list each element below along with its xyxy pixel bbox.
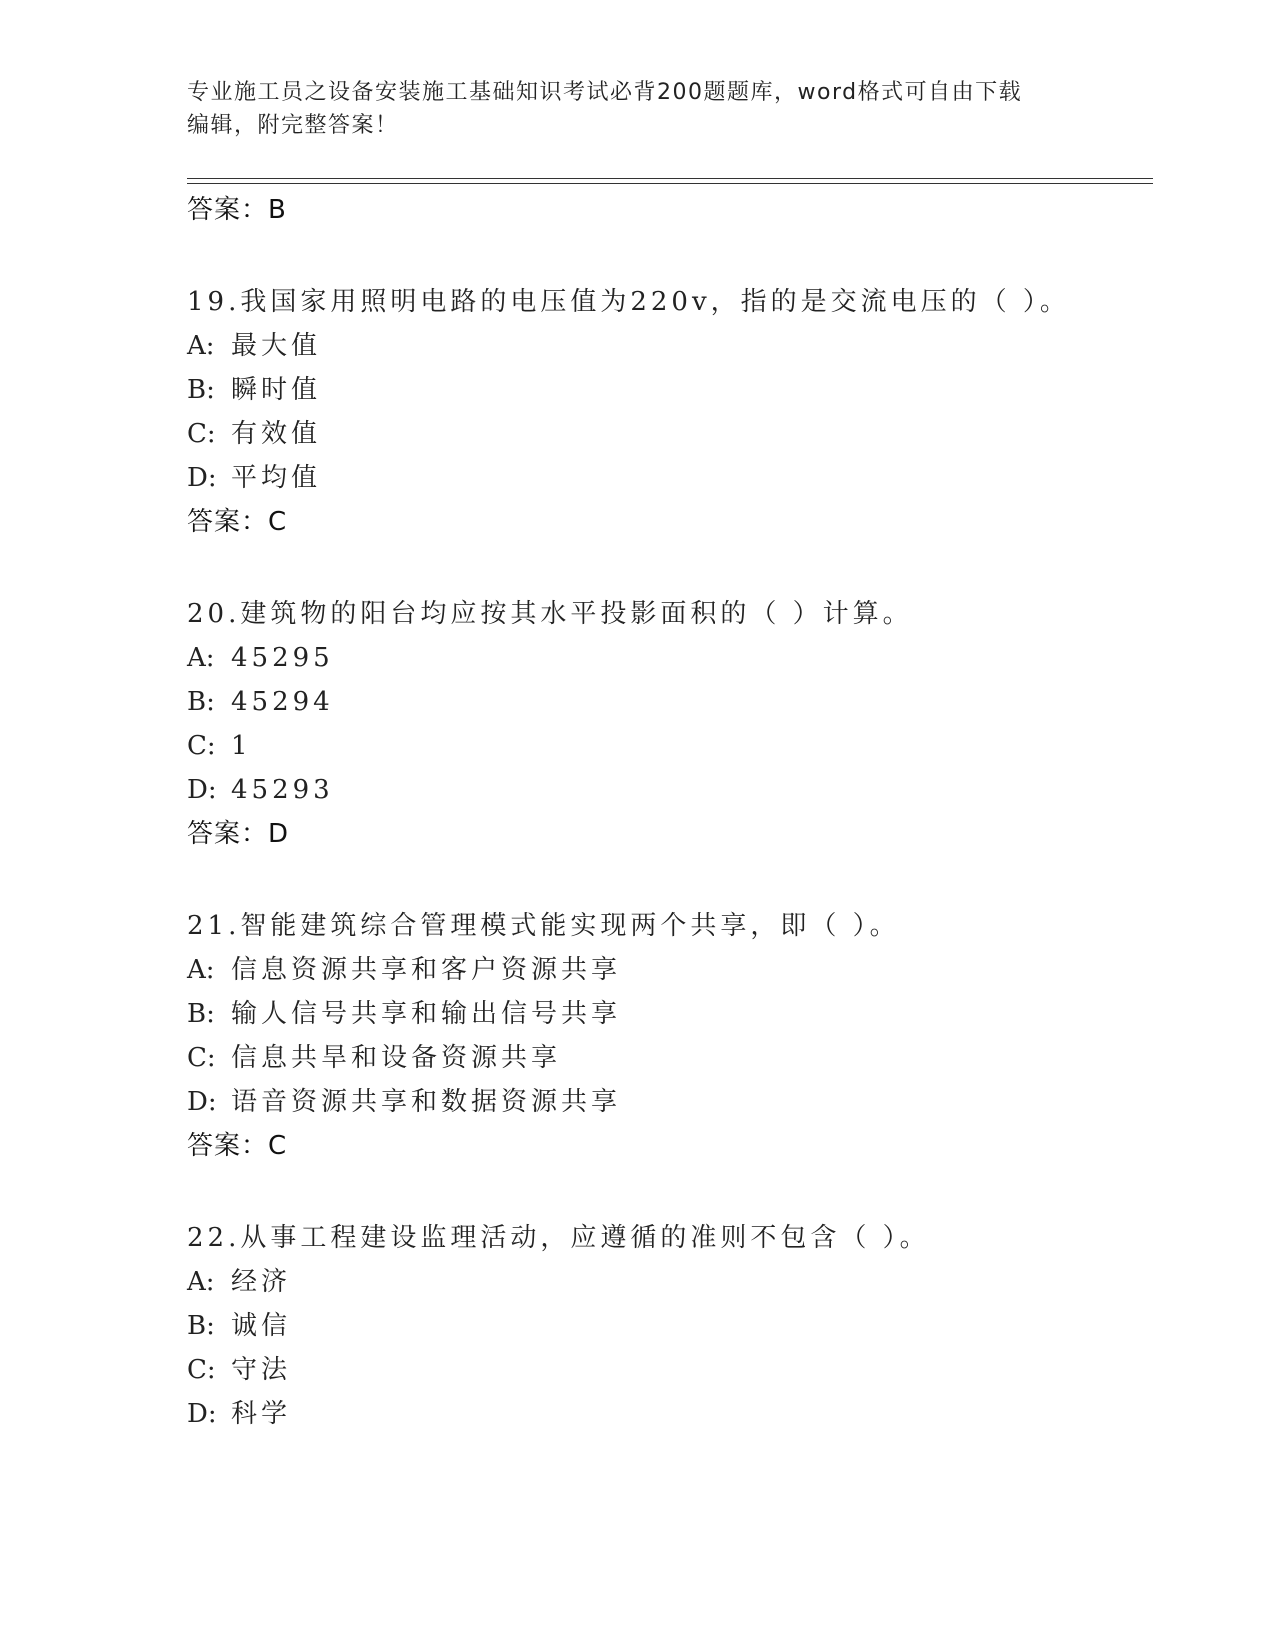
- answer-label: 答案：: [187, 819, 269, 849]
- option-19-b: [187, 374, 321, 406]
- answer-label: 答案：: [187, 195, 269, 225]
- question-20: 20.建筑物的阳台均应按其水平投影面积的（ ）计算。: [187, 599, 913, 629]
- option-20-c: [187, 730, 252, 762]
- document-header: [187, 76, 1087, 142]
- option-text: 信息资源共享和客户资源共享: [231, 955, 622, 985]
- option-22-d: [187, 1398, 291, 1430]
- option-19-c: [187, 418, 321, 450]
- option-text: 瞬时值: [231, 375, 322, 405]
- option-text: 信息共旱和设备资源共享: [231, 1043, 562, 1073]
- answer-value: C: [268, 1131, 288, 1161]
- option-label: B:: [187, 687, 215, 717]
- option-text: 最大值: [231, 331, 322, 361]
- answer-previous: [187, 194, 287, 226]
- option-text: 45295: [231, 643, 334, 673]
- option-label: B:: [187, 999, 215, 1029]
- option-label: A:: [187, 1267, 215, 1297]
- option-19-a: [187, 330, 321, 362]
- option-text: 输人信号共享和输出信号共享: [231, 999, 622, 1029]
- option-text: 诚信: [231, 1311, 292, 1341]
- option-22-a: [187, 1266, 291, 1298]
- answer-21: [187, 1130, 287, 1162]
- answer-19: [187, 506, 287, 538]
- option-22-b: [187, 1310, 291, 1342]
- option-text: 有效值: [231, 419, 322, 449]
- option-text: 45294: [231, 687, 334, 717]
- option-text: 1: [231, 731, 252, 761]
- option-21-c: [187, 1042, 561, 1074]
- option-label: D:: [187, 1087, 217, 1117]
- answer-label: 答案：: [187, 1131, 269, 1161]
- header-divider-bottom: [187, 183, 1153, 184]
- option-20-d: [187, 774, 334, 806]
- option-text: 科学: [231, 1399, 292, 1429]
- question-19: 19.我国家用照明电路的电压值为220v，指的是交流电压的（ ）。: [187, 287, 1070, 317]
- header-line-2: 编辑，附完整答案！: [187, 113, 399, 138]
- answer-label: 答案：: [187, 507, 269, 537]
- option-20-a: [187, 642, 334, 674]
- option-text: 守法: [231, 1355, 292, 1385]
- option-text: 平均值: [231, 463, 322, 493]
- question-21: 21.智能建筑综合管理模式能实现两个共享，即（ ）。: [187, 911, 900, 941]
- option-20-b: [187, 686, 334, 718]
- option-label: C:: [187, 1043, 216, 1073]
- option-21-d: [187, 1086, 621, 1118]
- answer-value: C: [268, 507, 288, 537]
- option-text: 45293: [231, 775, 334, 805]
- header-divider-top: [187, 178, 1153, 179]
- option-label: C:: [187, 1355, 216, 1385]
- answer-value: B: [268, 195, 287, 225]
- option-text: 语音资源共享和数据资源共享: [231, 1087, 622, 1117]
- option-21-b: [187, 998, 621, 1030]
- option-19-d: [187, 462, 321, 494]
- option-label: B:: [187, 1311, 215, 1341]
- option-label: D:: [187, 1399, 217, 1429]
- option-label: A:: [187, 331, 215, 361]
- option-label: B:: [187, 375, 215, 405]
- option-label: C:: [187, 731, 216, 761]
- option-label: D:: [187, 775, 217, 805]
- answer-value: D: [268, 819, 290, 849]
- option-text: 经济: [231, 1267, 292, 1297]
- answer-20: [187, 818, 289, 850]
- header-line-1: 专业施工员之设备安装施工基础知识考试必背200题题库，word格式可自由下载: [187, 80, 1023, 105]
- option-label: A:: [187, 955, 215, 985]
- option-22-c: [187, 1354, 291, 1386]
- option-21-a: [187, 954, 621, 986]
- question-22: 22.从事工程建设监理活动，应遵循的准则不包含（ ）。: [187, 1223, 930, 1253]
- option-label: D:: [187, 463, 217, 493]
- option-label: A:: [187, 643, 215, 673]
- option-label: C:: [187, 419, 216, 449]
